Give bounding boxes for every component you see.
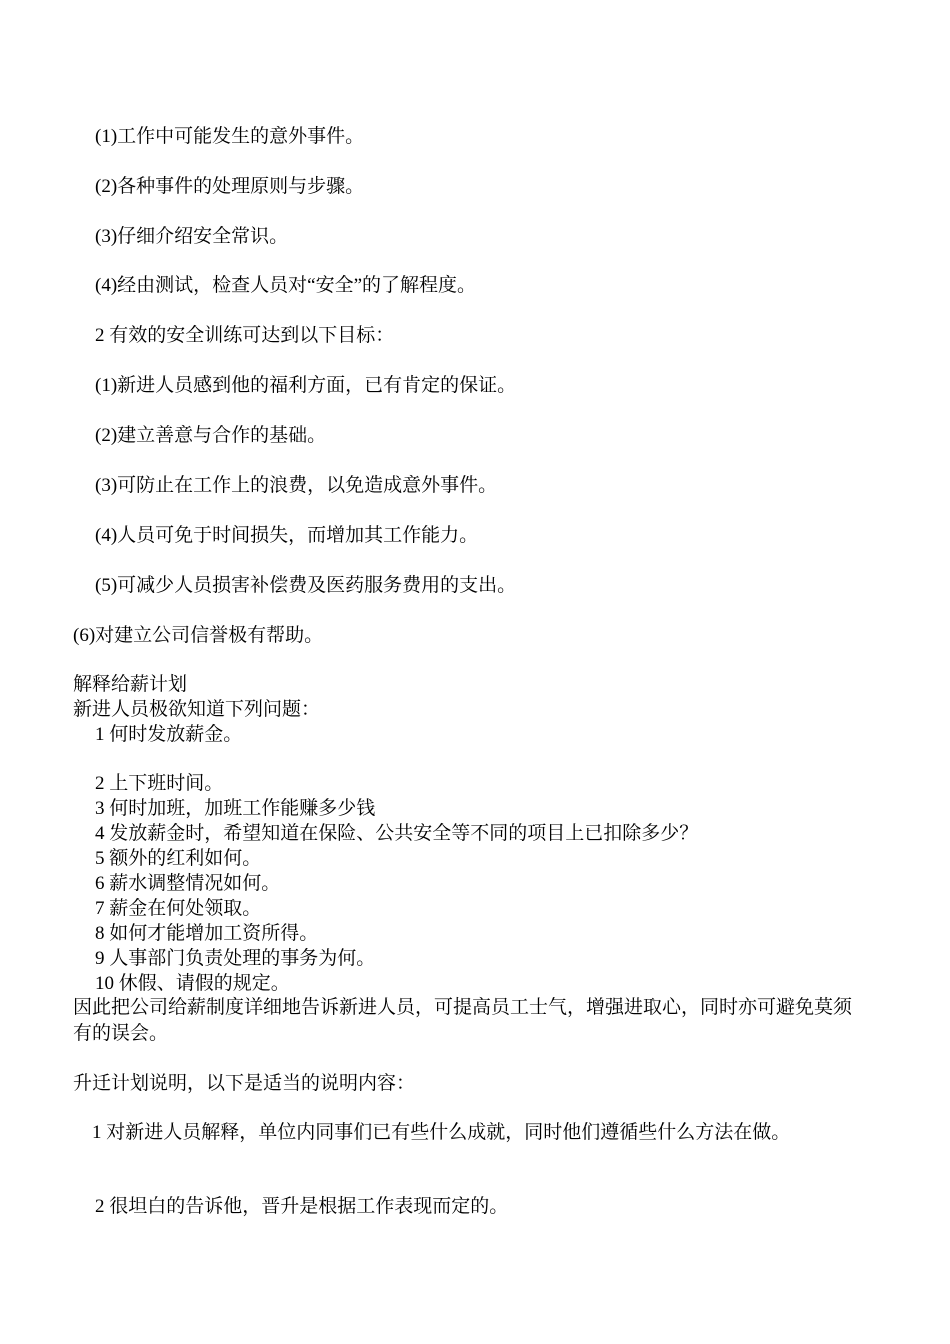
promotion-item-2: 2 很坦白的告诉他，晋升是根据工作表现而定的。 xyxy=(95,1196,509,1217)
training-goal-4: (4)人员可免于时间损失，而增加其工作能力。 xyxy=(95,525,479,546)
salary-conclusion: 因此把公司给薪制度详细地告诉新进人员，可提高员工士气，增强进取心，同时亦可避免莫须有的误会。 xyxy=(73,997,853,1044)
salary-question-1: 1 何时发放薪金。 xyxy=(95,724,243,745)
training-goal-2: (2)建立善意与合作的基础。 xyxy=(95,425,327,446)
salary-question-3: 3 何时加班，加班工作能赚多少钱 xyxy=(95,798,376,819)
safety-item-2: (2)各种事件的处理原则与步骤。 xyxy=(95,176,365,197)
training-goal-3: (3)可防止在工作上的浪费，以免造成意外事件。 xyxy=(95,475,498,496)
salary-plan-intro: 新进人员极欲知道下列问题： xyxy=(73,699,321,720)
salary-question-9: 9 人事部门负责处理的事务为何。 xyxy=(95,948,376,969)
salary-question-10: 10 休假、请假的规定。 xyxy=(95,973,290,994)
salary-question-2: 2 上下班时间。 xyxy=(95,773,224,794)
salary-question-6: 6 薪水调整情况如何。 xyxy=(95,873,281,894)
promotion-item-1: 1 对新进人员解释，单位内同事们已有些什么成就，同时他们遵循些什么方法在做。 xyxy=(73,1122,791,1143)
salary-question-4: 4 发放薪金时，希望知道在保险、公共安全等不同的项目上已扣除多少？ xyxy=(95,823,699,844)
salary-question-8: 8 如何才能增加工资所得。 xyxy=(95,923,319,944)
salary-question-7: 7 薪金在何处领取。 xyxy=(95,898,262,919)
salary-question-5: 5 额外的红利如何。 xyxy=(95,848,262,869)
training-goal-5: (5)可减少人员损害补偿费及医药服务费用的支出。 xyxy=(95,575,517,596)
safety-item-4: (4)经由测试，检查人员对“安全”的了解程度。 xyxy=(95,275,477,296)
training-goal-1: (1)新进人员感到他的福利方面，已有肯定的保证。 xyxy=(95,375,517,396)
safety-item-3: (3)仔细介绍安全常识。 xyxy=(95,226,289,247)
safety-item-1: (1)工作中可能发生的意外事件。 xyxy=(95,126,365,147)
training-goal-6: (6)对建立公司信誉极有帮助。 xyxy=(73,625,324,646)
training-goals-heading: 2 有效的安全训练可达到以下目标： xyxy=(95,325,395,346)
promotion-plan-title: 升迁计划说明，以下是适当的说明内容： xyxy=(73,1073,416,1094)
salary-plan-title: 解释给薪计划 xyxy=(73,674,188,695)
